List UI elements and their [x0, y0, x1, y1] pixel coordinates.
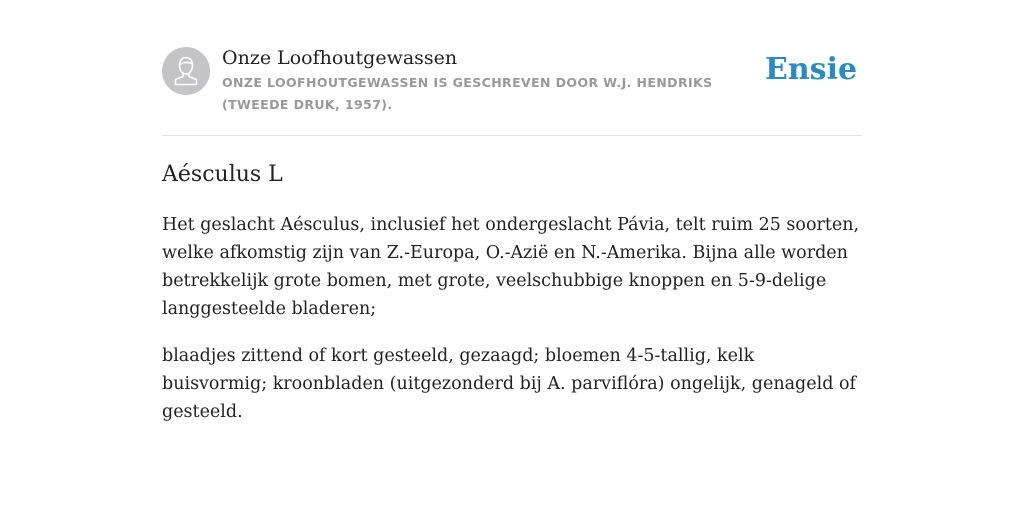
- entry-content: [162, 158, 862, 445]
- book-title[interactable]: Onze Loofhoutgewassen: [222, 47, 458, 69]
- entry-paragraph: blaadjes zittend of kort gesteeld, gezaagd; bloemen 4-5-tallig, kelk buisvormig; kroonbladen (uitgezonderd bij A. parviflóra) ongelijk, genageld of gesteeld.: [162, 346, 856, 422]
- person-icon: [162, 47, 210, 95]
- book-subtitle: ONZE LOOFHOUTGEWASSEN IS GESCHREVEN DOOR W.J. HENDRIKS (TWEEDE DRUK, 1957).: [222, 75, 713, 112]
- entry-title: Aésculus L: [162, 162, 283, 187]
- book-header: [162, 44, 862, 134]
- header-divider: [162, 135, 862, 136]
- entry-paragraph: Het geslacht Aésculus, inclusief het ondergeslacht Pávia, telt ruim 25 soorten, welke afkomstig zijn van Z.-Europa, O.-Azië en N.-Amerika. Bijna alle worden betrekkelijk grote bomen, met grote, veelschubbige knoppen en 5-9-delige langgesteelde bladeren;: [162, 215, 860, 319]
- book-meta: [222, 44, 752, 116]
- ensie-logo[interactable]: Ensie: [765, 52, 858, 87]
